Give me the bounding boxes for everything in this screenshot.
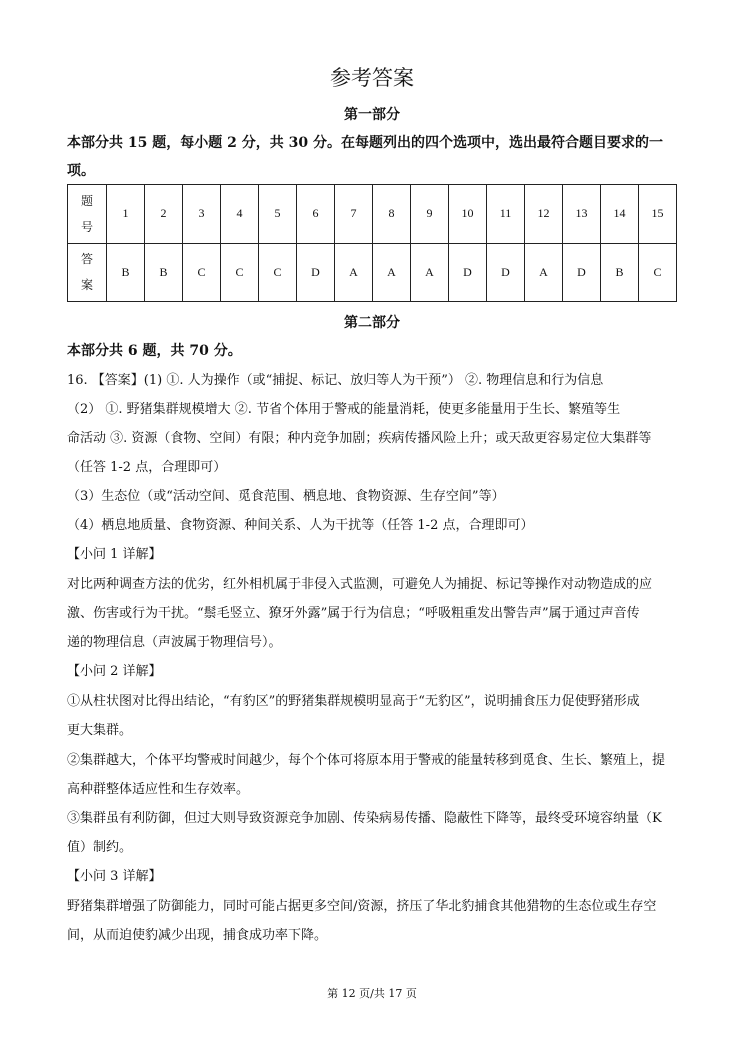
- row-header-char: 号: [80, 219, 93, 234]
- row-header-answer: [68, 243, 107, 302]
- page-title: 参考答案: [330, 66, 414, 90]
- q16-line: 值）制约。: [67, 840, 133, 855]
- row-header-char: 案: [80, 278, 93, 293]
- table-cell-answer: B: [107, 243, 145, 302]
- table-cell-number: 11: [487, 185, 525, 244]
- table-cell-answer: C: [183, 243, 221, 302]
- table-cell-answer: A: [411, 243, 449, 302]
- table-cell-number: 3: [183, 185, 221, 244]
- q16-line: ①从柱状图对比得出结论，“有豹区”的野猪集群规模明显高于“无豹区”，说明捕食压力促使野猪形成: [67, 694, 640, 709]
- table-cell-number: 14: [601, 185, 639, 244]
- row-header-number: [68, 185, 107, 244]
- table-cell-number: 10: [449, 185, 487, 244]
- page-footer: 第 12 页/共 17 页: [327, 987, 417, 1000]
- subquestion-heading: 【小问 2 详解】: [67, 664, 162, 679]
- q16-line: 16. 【答案】(1) ①. 人为操作（或“捕捉、标记、放归等人为干预”） ②. 物理信息和行为信息: [67, 373, 604, 388]
- q16-line: 命活动 ③. 资源（食物、空间）有限；种内竞争加剧；疾病传播风险上升；或天敌更容易定位大集群等: [67, 431, 652, 446]
- q16-line: 更大集群。: [67, 723, 133, 738]
- table-cell-answer: C: [221, 243, 259, 302]
- table-cell-answer: C: [639, 243, 677, 302]
- q16-line: 高种群整体适应性和生存效率。: [67, 782, 250, 797]
- table-cell-number: 5: [259, 185, 297, 244]
- q16-line: ②集群越大，个体平均警戒时间越少，每个个体可将原本用于警戒的能量转移到觅食、生长、繁殖上，提: [67, 753, 666, 768]
- q16-line: 激、伤害或行为干扰。“鬃毛竖立、獠牙外露”属于行为信息；“呼吸粗重发出警告声”属于通过声音传: [67, 606, 640, 621]
- table-cell-number: 6: [297, 185, 335, 244]
- table-cell-answer: D: [297, 243, 335, 302]
- q16-line: 野猪集群增强了防御能力，同时可能占据更多空间/资源，挤压了华北豹捕食其他猎物的生态位或生存空: [67, 899, 657, 914]
- table-cell-answer: C: [259, 243, 297, 302]
- q16-line: 对比两种调查方法的优劣，红外相机属于非侵入式监测，可避免人为捕捉、标记等操作对动物造成的应: [67, 577, 653, 592]
- table-cell-number: 2: [145, 185, 183, 244]
- row-header-char: 题: [80, 193, 93, 208]
- q16-line: 递的物理信息（声波属于物理信号）。: [67, 635, 282, 650]
- q16-line: （3）生态位（或“活动空间、觅食范围、栖息地、食物资源、生存空间”等）: [67, 489, 505, 504]
- part2-heading: 第二部分: [344, 315, 400, 331]
- subquestion-heading: 【小问 1 详解】: [67, 547, 162, 562]
- table-cell-number: 7: [335, 185, 373, 244]
- table-cell-answer: A: [525, 243, 563, 302]
- table-cell-answer: D: [563, 243, 601, 302]
- table-row-numbers: [68, 185, 677, 244]
- q16-line: ③集群虽有利防御，但过大则导致资源竞争加剧、传染病易传播、隐蔽性下降等，最终受环境容纳量（K: [67, 811, 662, 826]
- part1-heading: 第一部分: [344, 107, 400, 123]
- table-cell-number: 8: [373, 185, 411, 244]
- table-cell-number: 1: [107, 185, 145, 244]
- q16-line: 间，从而迫使豹减少出现，捕食成功率下降。: [67, 928, 328, 943]
- table-row-answers: [68, 243, 677, 302]
- subquestion-heading: 【小问 3 详解】: [67, 869, 162, 884]
- q16-line: （2） ①. 野猪集群规模增大 ②. 节省个体用于警戒的能量消耗，使更多能量用于生长、繁殖等生: [67, 402, 621, 417]
- table-cell-number: 9: [411, 185, 449, 244]
- part1-intro-line1: 本部分共 15 题，每小题 2 分，共 30 分。在每题列出的四个选项中，选出最符合题目要求的一: [67, 135, 663, 151]
- table-cell-answer: D: [449, 243, 487, 302]
- row-header-char: 答: [80, 252, 93, 267]
- q16-line: （任答 1-2 点，合理即可）: [67, 460, 227, 475]
- table-cell-answer: D: [487, 243, 525, 302]
- q16-line: （4）栖息地质量、食物资源、种间关系、人为干扰等（任答 1-2 点，合理即可）: [67, 518, 534, 533]
- table-cell-number: 15: [639, 185, 677, 244]
- answer-table: [67, 184, 677, 302]
- table-cell-number: 12: [525, 185, 563, 244]
- table-cell-number: 4: [221, 185, 259, 244]
- table-cell-number: 13: [563, 185, 601, 244]
- table-cell-answer: A: [373, 243, 411, 302]
- table-cell-answer: B: [145, 243, 183, 302]
- table-cell-answer: B: [601, 243, 639, 302]
- part2-intro: 本部分共 6 题，共 70 分。: [67, 343, 242, 359]
- part1-intro-line2: 项。: [67, 163, 95, 179]
- table-cell-answer: A: [335, 243, 373, 302]
